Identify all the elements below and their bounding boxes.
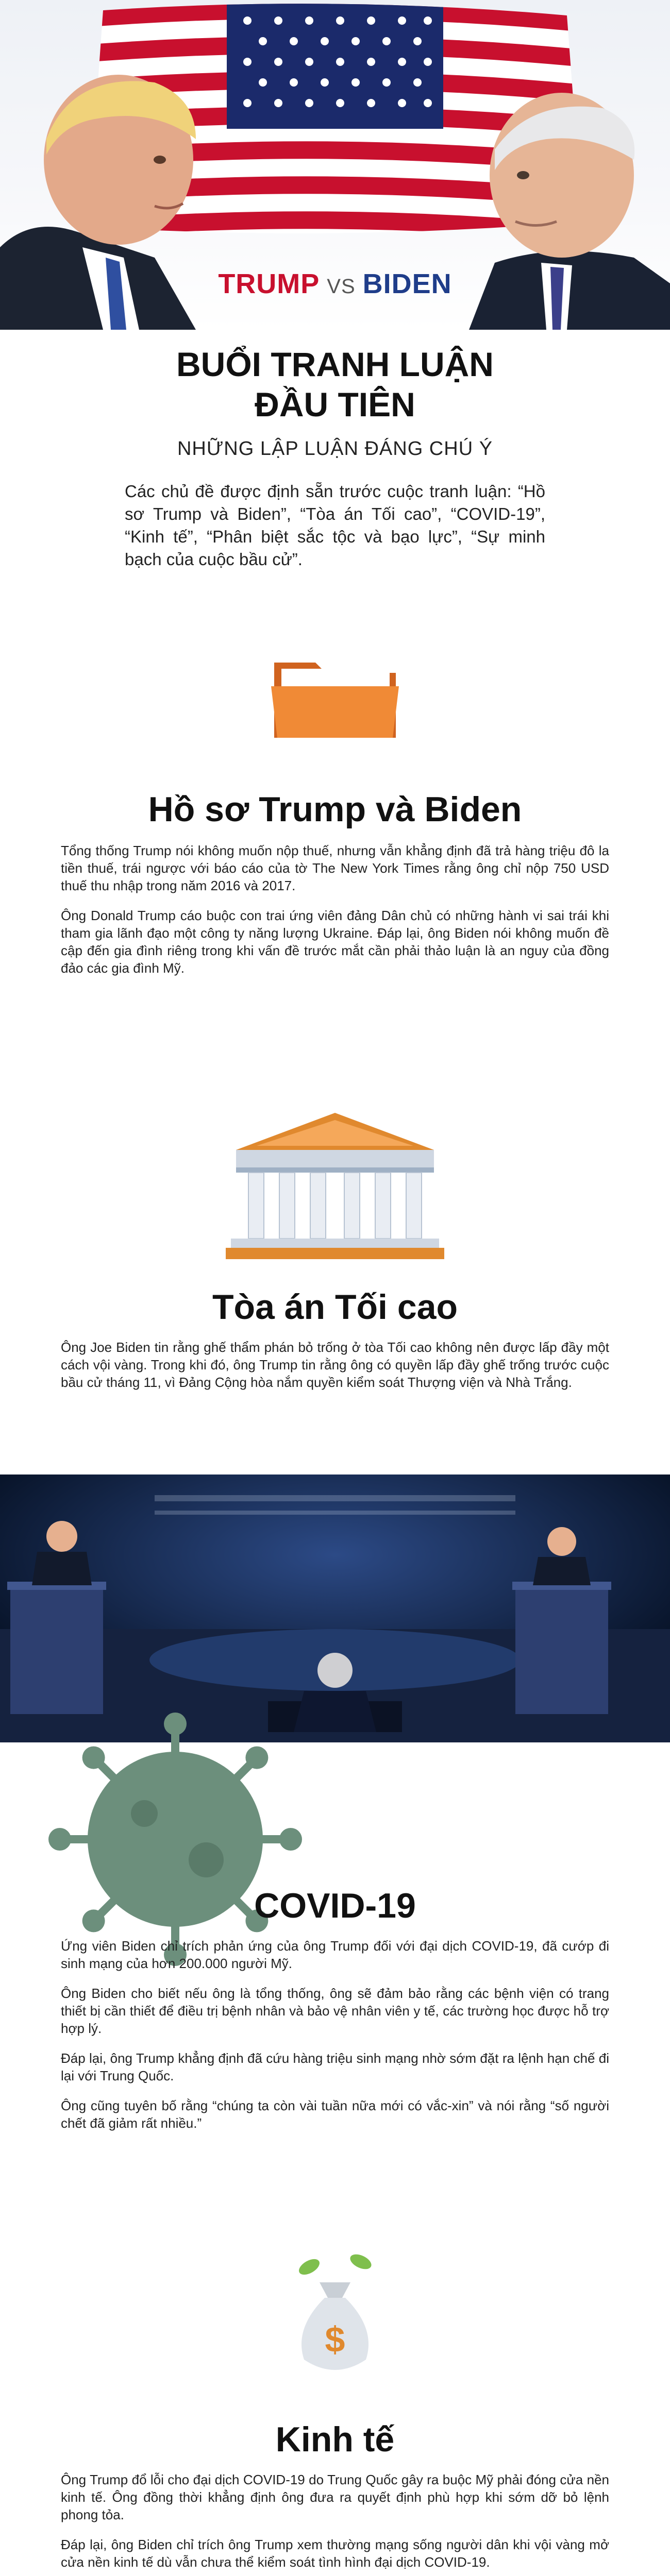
virus-icon — [41, 1705, 309, 1973]
hero-trump-label: TRUMP — [218, 268, 320, 299]
section-title-economy: Kinh tế — [275, 2420, 395, 2459]
covid-paragraph-3: Đáp lại, ông Trump khẳng định đã cứu hàng triệu sinh mạng nhờ sớm đặt ra lệnh hạn chế đi lại với Trung Quốc. — [61, 2050, 609, 2083]
hero-banner — [0, 0, 670, 330]
section-body-records — [61, 842, 609, 989]
section-title-covid: COVID-19 — [254, 1886, 416, 1925]
hero-heading — [0, 268, 670, 300]
covid-paragraph-1: Ứng viên Biden chỉ trích phản ứng của ông Trump đối với đại dịch COVID-19, đã cướp đi sinh mạng của hơn 200.000 người Mỹ. — [61, 1938, 609, 1971]
covid-paragraph-4: Ông cũng tuyên bố rằng “chúng ta còn vài tuần nữa mới có vắc-xin” và nói rằng “số người chết đã giảm rất nhiều.” — [61, 2098, 609, 2131]
covid-paragraph-2: Ông Biden cho biết nếu ông là tổng thống, ông sẽ đảm bảo rằng các bệnh viện có trang thiết bị cần thiết để điều trị bệnh nhân và bảo vệ nhân viên y tế, các trường học được hỗ trợ hợp lý. — [61, 1986, 609, 2036]
hero-vs-label: VS — [327, 275, 356, 298]
hero-biden-label: BIDEN — [362, 268, 452, 299]
section-title-court: Tòa án Tối cao — [212, 1287, 458, 1327]
page-title — [0, 344, 670, 425]
svg-text:$: $ — [325, 2319, 345, 2360]
section-body-economy — [61, 2471, 609, 2576]
economy-paragraph-1: Ông Trump đổ lỗi cho đại dịch COVID-19 do Trung Quốc gây ra buộc Mỹ phải đóng cửa nền kinh tế. Ông đồng thời khẳng định ông đưa ra quyết định phù hợp khi sớm dỡ bỏ lệnh phong tỏa. — [61, 2472, 609, 2522]
section-body-court — [61, 1338, 609, 1403]
page-subtitle: NHỮNG LẬP LUẬN ĐÁNG CHÚ Ý — [177, 438, 493, 460]
economy-paragraph-2: Đáp lại, ông Biden chỉ trích ông Trump xem thường mạng sống người dân khi vội vàng mở cửa nền kinh tế dù vẫn chưa thể kiểm soát tình hình đại dịch COVID-19. — [61, 2537, 609, 2570]
court-paragraph-1: Ông Joe Biden tin rằng ghế thẩm phán bỏ trống ở tòa Tối cao không nên được lấp đầy một cách vội vàng. Trong khi đó, ông Trump tin rằng ông có quyền lấp đầy ghế trống trước cuộc bầu cử tháng 11, vì Đảng Cộng hòa nắm quyền kiểm soát Thượng viện và Nhà Trắng. — [61, 1340, 609, 1390]
intro-paragraph: Các chủ đề được định sẵn trước cuộc tranh luận: “Hồ sơ Trump và Biden”, “Tòa án Tối cao”, “COVID-19”, “Kinh tế”, “Phân biệt sắc tộc và bạo lực”, “Sự minh bạch của cuộc bầu cử”. — [125, 482, 545, 569]
records-paragraph-1: Tổng thống Trump nói không muốn nộp thuế, nhưng vẫn khẳng định đã trả hàng triệu đô la tiền thuế, trái ngược với báo cáo của tờ The New York Times rằng ông chỉ nộp 750 USD thuế thu nhập trong năm 2016 và 2017. — [61, 843, 609, 893]
page-title-line1: BUỔI TRANH LUẬN — [176, 345, 494, 383]
debate-stage-photo — [0, 1475, 670, 1742]
folder-icon — [269, 650, 401, 741]
records-paragraph-2: Ông Donald Trump cáo buộc con trai ứng viên đảng Dân chủ có những hành vi sai trái khi tham gia lãnh đạo một công ty năng lượng Ukraine. Đáp lại, ông Biden nói không muốn đề cập đến gia đình riêng trong khi vấn đề trước mắt cần phải thảo luận là an nguy của đồng đảo các gia đình Mỹ. — [61, 908, 609, 976]
page-title-line2: ĐẦU TIÊN — [255, 385, 415, 423]
section-body-covid — [61, 1937, 609, 2144]
section-title-records: Hồ sơ Trump và Biden — [148, 790, 522, 829]
money-bag-icon — [289, 2246, 381, 2385]
courthouse-icon — [226, 1109, 444, 1260]
